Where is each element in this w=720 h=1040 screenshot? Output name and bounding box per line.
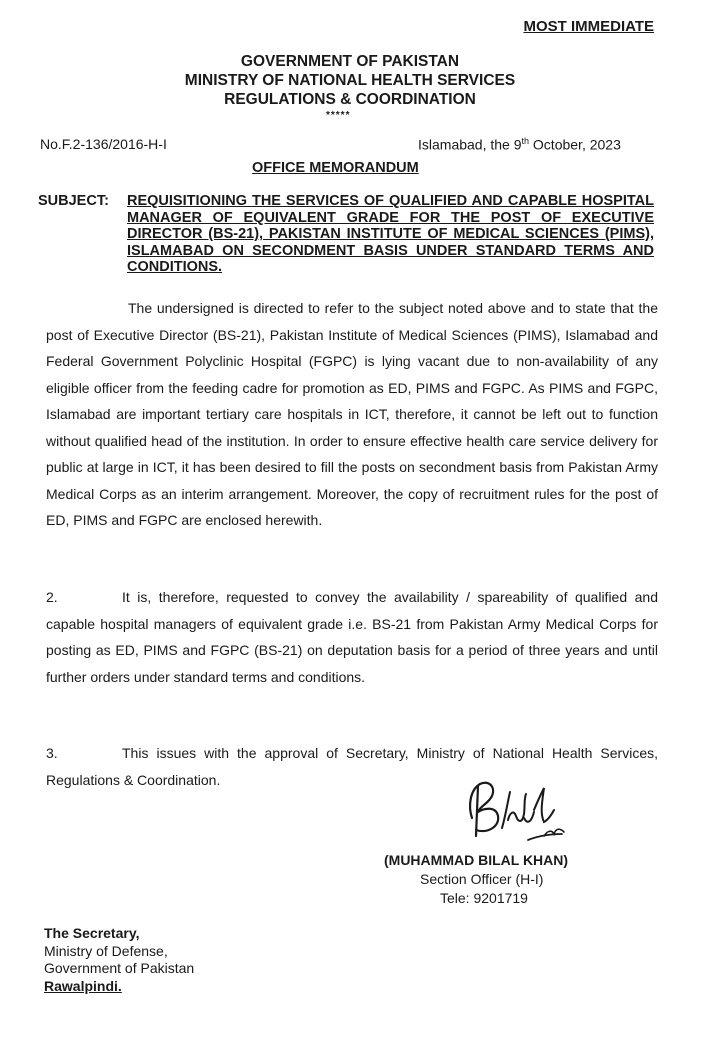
paragraph-2	[46, 584, 658, 690]
header-stars: *****	[326, 110, 351, 121]
date-prefix: Islamabad, the 9	[418, 136, 522, 153]
handwritten-signature	[458, 770, 578, 850]
letterhead-division: REGULATIONS & COORDINATION	[224, 91, 476, 108]
subject-text: REQUISITIONING THE SERVICES OF QUALIFIED AND CAPABLE HOSPITAL MANAGER OF EQUIVALENT GRADE FOR THE POST OF EXECUTIVE DIRECTOR (BS-21), PAKISTAN INSTITUTE OF MEDICAL SCIENCES (PIMS), ISLAMABAD ON SECONDMENT BASIS UNDER STANDARD TERMS AND CONDITIONS.	[127, 193, 654, 275]
paragraph-1: The undersigned is directed to refer to the subject noted above and to state that the post of Executive Director (BS-21), Pakistan Institute of Medical Sciences (PIMS), Islamabad and Federal Government Polyclinic Hospital (FGPC) is lying vacant due to non-availability of any eligible officer from the feeding cadre for promotion as ED, PIMS and FGPC. As PIMS and FGPC, Islamabad are important tertiary care hospitals in ICT, therefore, it cannot be left out to function without qualified head of the institution. In order to ensure effective health care service delivery for public at large in ICT, it has been desired to fill the posts on secondment basis from Pakistan Army Medical Corps as an interim arrangement. Moreover, the copy of recruitment rules for the post of ED, PIMS and FGPC are enclosed herewith.	[46, 300, 658, 528]
addressee-ministry: Ministry of Defense,	[44, 942, 168, 959]
document-type-title: OFFICE MEMORANDUM	[252, 160, 419, 176]
signatory-name: (MUHAMMAD BILAL KHAN)	[384, 852, 569, 868]
date-rest: October, 2023	[529, 136, 621, 153]
paragraph-2-text: It is, therefore, requested to convey the availability / spareability of qualified and capable hospital managers of equivalent grade i.e. BS-21 from Pakistan Army Medical Corps for posting as ED, PIMS and FGPC (BS-21) on deputation basis for a period of three years and until further orders under standard terms and conditions.	[46, 589, 658, 685]
subject-label: SUBJECT:	[38, 193, 109, 209]
letterhead-ministry: MINISTRY OF NATIONAL HEALTH SERVICES	[184, 72, 516, 89]
addressee-city: Rawalpindi.	[44, 977, 122, 994]
file-number: No.F.2-136/2016-H-I	[40, 136, 167, 152]
paragraph-2-number: 2.	[46, 589, 58, 605]
date-suffix: th	[521, 136, 530, 146]
signatory-designation: Section Officer (H-I)	[420, 871, 544, 887]
addressee-title: The Secretary,	[44, 925, 140, 941]
place-date	[418, 136, 621, 153]
addressee-government: Government of Pakistan	[44, 960, 195, 976]
priority-label: MOST IMMEDIATE	[523, 18, 654, 35]
paragraph-3-text: This issues with the approval of Secretary, Ministry of National Health Services, Regulations & Coordination.	[46, 745, 658, 788]
paragraph-3-number: 3.	[46, 745, 58, 761]
addressee-block	[44, 925, 194, 995]
signatory-telephone: Tele: 9201719	[440, 890, 528, 906]
letterhead	[0, 52, 720, 109]
letterhead-government: GOVERNMENT OF PAKISTAN	[240, 53, 460, 70]
